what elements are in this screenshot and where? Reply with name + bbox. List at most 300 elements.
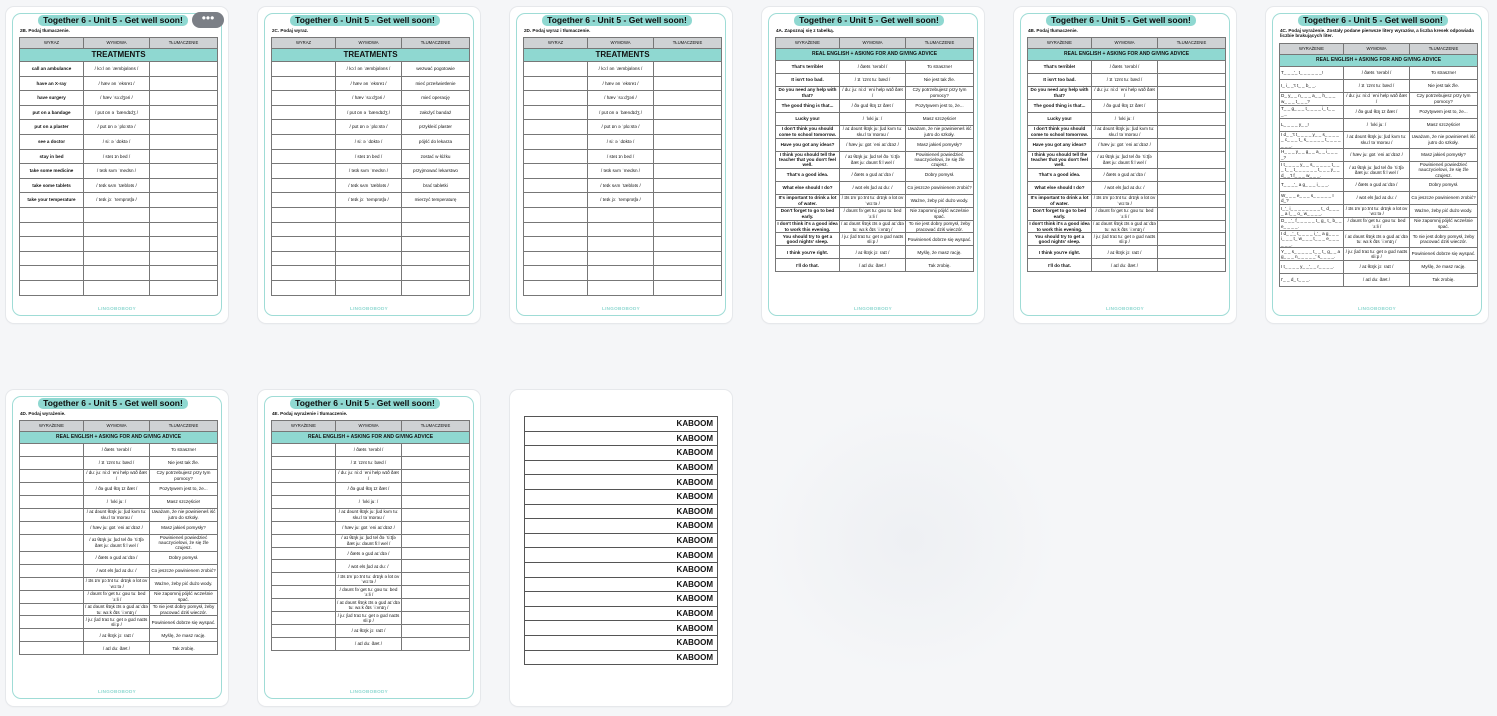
pronunciation-cell: / steɪ ɪn bed /	[84, 149, 150, 164]
section-title: TREATMENTS	[272, 49, 470, 62]
blank-answer-cell[interactable]	[272, 266, 336, 281]
table-row	[1028, 207, 1226, 220]
blank-answer-cell[interactable]	[336, 237, 402, 252]
blank-answer-cell[interactable]	[402, 560, 470, 573]
term-cell: That's terrible!	[1028, 61, 1092, 74]
pronunciation-cell: / teɪk jɔː ˈtemprətʃə /	[84, 193, 150, 208]
blank-answer-cell[interactable]	[150, 134, 218, 149]
blank-answer-cell[interactable]	[524, 178, 588, 193]
blank-answer-cell[interactable]	[1158, 73, 1226, 86]
table-row	[776, 207, 974, 220]
column-header: WYMOWA	[84, 421, 150, 432]
blank-answer-cell[interactable]	[524, 237, 588, 252]
blank-answer-cell[interactable]	[1158, 259, 1226, 272]
blank-answer-cell[interactable]	[402, 495, 470, 508]
term-cell: I don't think you should come to school tomorrow.	[1028, 125, 1092, 138]
term-cell: W_ _ _ e_ _ _ s_ _ _ _ _ I d_?	[1280, 192, 1344, 205]
table-row	[272, 521, 470, 534]
blank-answer-cell[interactable]	[1158, 86, 1226, 99]
blank-answer-cell[interactable]	[20, 280, 84, 295]
blank-answer-cell[interactable]	[20, 590, 84, 603]
table-row	[776, 125, 974, 138]
blank-answer-cell[interactable]	[402, 237, 470, 252]
blank-answer-cell[interactable]	[272, 456, 336, 469]
blank-answer-cell[interactable]	[1158, 61, 1226, 74]
blank-answer-cell[interactable]	[524, 76, 588, 91]
column-header: WYMOWA	[336, 421, 402, 432]
translation-cell: Dobry pomysł.	[1410, 179, 1478, 192]
table-row	[272, 586, 470, 599]
translation-cell: Co jeszcze powinienem zrobić?	[906, 181, 974, 194]
blank-answer-cell[interactable]	[272, 534, 336, 547]
blank-answer-cell[interactable]	[654, 178, 722, 193]
brand-footer: LINGOBOBODY	[349, 306, 388, 311]
blank-answer-cell[interactable]	[272, 599, 336, 612]
blank-answer-cell[interactable]	[524, 222, 588, 237]
blank-answer-cell[interactable]	[150, 280, 218, 295]
translation-cell: Masz szczęście!	[906, 112, 974, 125]
blank-answer-cell[interactable]	[272, 237, 336, 252]
table-row	[524, 164, 722, 179]
blank-answer-cell[interactable]	[336, 222, 402, 237]
kaboom-row	[525, 606, 718, 621]
column-header: TŁUMACZENIE	[402, 421, 470, 432]
worksheet-page	[12, 13, 222, 316]
blank-answer-cell[interactable]	[402, 508, 470, 521]
worksheet-card[interactable]	[762, 7, 984, 323]
pronunciation-cell: / aɪ dəʊnt θɪŋk juː ʃʊd kʌm tuː skuːl təˈmɒrəʊ /	[1092, 125, 1158, 138]
blank-answer-cell[interactable]	[272, 193, 336, 208]
blank-answer-cell[interactable]	[150, 91, 218, 106]
translation-cell: Myślę, że masz rację.	[150, 629, 218, 642]
blank-answer-cell[interactable]	[20, 482, 84, 495]
blank-answer-cell[interactable]	[20, 521, 84, 534]
worksheet-page	[12, 396, 222, 699]
translation-cell: To nie jest dobry pomysł, żeby pracować dziś wieczór.	[1410, 230, 1478, 247]
table-row	[20, 178, 218, 193]
blank-answer-cell[interactable]	[272, 444, 336, 457]
blank-answer-cell[interactable]	[654, 280, 722, 295]
blank-answer-cell[interactable]	[20, 564, 84, 577]
section-header	[1280, 55, 1478, 67]
pronunciation-cell: / juː ʃʊd traɪ tuː get ə gʊd naɪts sliːp /	[84, 616, 150, 629]
translation-cell: zostać w łóżku	[402, 149, 470, 164]
table-row	[272, 91, 470, 106]
kaboom-row	[525, 504, 718, 519]
vocab-table	[19, 37, 218, 296]
term-cell: Do you need any help with that?	[1028, 86, 1092, 99]
blank-answer-cell[interactable]	[1158, 168, 1226, 181]
pronunciation-cell: / duː juː niːd ˈeni help wɪð ðæt /	[336, 469, 402, 482]
kaboom-row	[525, 548, 718, 563]
blank-answer-cell[interactable]	[654, 62, 722, 77]
term-cell: D_ y_ _ n_ _ _ a_ _ h_ _ _ w_ _ _ t_ _ _?	[1280, 92, 1344, 105]
vocab-table	[1027, 37, 1226, 272]
more-options-button[interactable]: •••	[192, 12, 224, 28]
pronunciation-cell: / wɒt els ʃʊd aɪ duː /	[840, 181, 906, 194]
blank-answer-cell[interactable]	[524, 251, 588, 266]
blank-answer-cell[interactable]	[402, 573, 470, 586]
table-row	[776, 138, 974, 151]
blank-answer-cell[interactable]	[524, 62, 588, 77]
blank-answer-cell[interactable]	[84, 207, 150, 222]
blank-answer-cell[interactable]	[1158, 138, 1226, 151]
kaboom-row	[525, 577, 718, 592]
blank-answer-cell[interactable]	[272, 164, 336, 179]
translation-cell: Masz jakieś pomysły?	[906, 138, 974, 151]
blank-answer-cell[interactable]	[402, 482, 470, 495]
worksheet-card[interactable]	[6, 390, 228, 706]
blank-answer-cell[interactable]	[20, 444, 84, 457]
blank-answer-cell[interactable]	[336, 266, 402, 281]
blank-answer-cell[interactable]	[524, 280, 588, 295]
table-row	[20, 564, 218, 577]
blank-answer-cell[interactable]	[272, 469, 336, 482]
translation-cell: Nie jest tak źle.	[150, 456, 218, 469]
term-cell: That's terrible!	[776, 61, 840, 74]
term-cell: I d_ _'t t_ _ _ _ y_ _ s_ _ _ _ _ c_ _ _ t_ s_ _ _ _ _ t_ _ _ _ _ _ _.	[1280, 131, 1344, 148]
table-row	[1280, 248, 1478, 261]
blank-answer-cell[interactable]	[84, 222, 150, 237]
blank-answer-cell[interactable]	[402, 456, 470, 469]
blank-answer-cell[interactable]	[654, 193, 722, 208]
blank-answer-cell[interactable]	[654, 76, 722, 91]
table-row	[20, 482, 218, 495]
term-cell: Lucky you!	[1028, 112, 1092, 125]
table-row	[20, 207, 218, 222]
translation-cell: Dobry pomysł.	[150, 551, 218, 564]
pronunciation-cell: / siː ə ˈdɒktə /	[84, 134, 150, 149]
table-row	[272, 495, 470, 508]
blank-answer-cell[interactable]	[150, 76, 218, 91]
blank-answer-cell[interactable]	[20, 603, 84, 616]
table-row	[272, 547, 470, 560]
term-cell: T_ _ g_ _ _ t_ _ _ _ i_ t_ _ _...	[1280, 105, 1344, 118]
blank-answer-cell[interactable]	[20, 642, 84, 655]
blank-answer-cell[interactable]	[272, 560, 336, 573]
blank-answer-cell[interactable]	[150, 266, 218, 281]
table-row	[524, 251, 722, 266]
term-cell: I don't think it's a good idea to work this evening.	[777, 221, 838, 232]
pronunciation-cell: / aɪ dəʊnt θɪŋk ɪts ə gʊd aɪˈdɪə tuː wɜːk ðɪs ˈiːvnɪŋ /	[85, 604, 148, 615]
blank-answer-cell[interactable]	[20, 222, 84, 237]
blank-answer-cell[interactable]	[654, 149, 722, 164]
blank-answer-cell[interactable]	[524, 207, 588, 222]
blank-answer-cell[interactable]	[20, 266, 84, 281]
blank-answer-cell[interactable]	[588, 251, 654, 266]
pronunciation-cell: / ðə gʊd θɪŋ ɪz ðæt /	[84, 482, 150, 495]
blank-answer-cell[interactable]	[272, 105, 336, 120]
blank-answer-cell[interactable]	[150, 237, 218, 252]
blank-answer-cell[interactable]	[150, 251, 218, 266]
blank-answer-cell[interactable]	[654, 164, 722, 179]
blank-answer-cell[interactable]	[272, 207, 336, 222]
blank-answer-cell[interactable]	[20, 456, 84, 469]
blank-answer-cell[interactable]	[20, 577, 84, 590]
blank-answer-cell[interactable]	[524, 105, 588, 120]
blank-answer-cell[interactable]	[588, 266, 654, 281]
blank-answer-cell[interactable]	[402, 599, 470, 612]
table-row	[1280, 217, 1478, 230]
term-cell: take some tablets	[20, 178, 84, 193]
table-row	[776, 61, 974, 74]
table-row	[20, 237, 218, 252]
term-cell: see a doctor	[20, 134, 84, 149]
term-cell: Don't forget to go to bed early.	[1028, 207, 1092, 220]
blank-answer-cell[interactable]	[654, 251, 722, 266]
kaboom-cell: KABOOM	[525, 504, 718, 519]
blank-answer-cell[interactable]	[1158, 220, 1226, 233]
blank-answer-cell[interactable]	[272, 178, 336, 193]
blank-answer-cell[interactable]	[654, 207, 722, 222]
blank-answer-cell[interactable]	[402, 638, 470, 651]
blank-answer-cell[interactable]	[84, 251, 150, 266]
pronunciation-cell: / aɪ dəʊnt θɪŋk juː ʃʊd kʌm tuː skuːl təˈmɒrəʊ /	[336, 508, 402, 521]
blank-answer-cell[interactable]	[272, 586, 336, 599]
pronunciation-cell: / ɪt ˈɪznt tuː bæd /	[336, 456, 402, 469]
blank-answer-cell[interactable]	[402, 469, 470, 482]
blank-answer-cell[interactable]	[150, 178, 218, 193]
table-row	[20, 456, 218, 469]
blank-answer-cell[interactable]	[150, 105, 218, 120]
blank-answer-cell[interactable]	[272, 76, 336, 91]
worksheet-card[interactable]	[6, 7, 228, 323]
instruction: 4A. Zapoznaj się z tabelką.	[776, 28, 834, 33]
blank-answer-cell[interactable]	[654, 120, 722, 135]
kaboom-card[interactable]	[510, 390, 732, 706]
blank-answer-cell[interactable]	[272, 134, 336, 149]
blank-answer-cell[interactable]	[402, 586, 470, 599]
blank-answer-cell[interactable]	[1158, 181, 1226, 194]
blank-answer-cell[interactable]	[272, 612, 336, 625]
blank-answer-cell[interactable]	[272, 222, 336, 237]
pronunciation-cell: / aɪl duː ðæt /	[336, 638, 402, 651]
blank-answer-cell[interactable]	[402, 251, 470, 266]
worksheet-card[interactable]	[1266, 7, 1488, 323]
translation-cell: Nie jest tak źle.	[906, 73, 974, 86]
pronunciation-cell: / juː ʃʊd traɪ tuː get ə gʊd naɪts sliːp /	[336, 612, 402, 625]
blank-answer-cell[interactable]	[524, 266, 588, 281]
blank-answer-cell[interactable]	[272, 251, 336, 266]
blank-answer-cell[interactable]	[272, 508, 336, 521]
table-row	[776, 246, 974, 259]
translation-cell: Masz szczęście!	[1410, 118, 1478, 131]
blank-answer-cell[interactable]	[1158, 112, 1226, 125]
blank-answer-cell[interactable]	[1158, 207, 1226, 220]
blank-answer-cell[interactable]	[654, 222, 722, 237]
blank-answer-cell[interactable]	[20, 469, 84, 482]
pronunciation-cell: / teɪk sʌm ˈtæbləts /	[588, 178, 654, 193]
table-row	[20, 105, 218, 120]
worksheet-card[interactable]	[510, 7, 732, 323]
blank-answer-cell[interactable]	[150, 207, 218, 222]
section-title: REAL ENGLISH + ASKING FOR AND GIVING ADVICE	[272, 432, 470, 444]
blank-answer-cell[interactable]	[588, 207, 654, 222]
kaboom-cell: KABOOM	[525, 606, 718, 621]
blank-answer-cell[interactable]	[1158, 233, 1226, 246]
term-cell: T_ _ _'_ a g_ _ _ i_ _ _.	[1280, 179, 1344, 192]
blank-answer-cell[interactable]	[402, 444, 470, 457]
term-cell: I t_ _ _ _ y_ _'_ _ r_ _ _ _.	[1280, 260, 1344, 273]
blank-answer-cell[interactable]	[150, 120, 218, 135]
term-cell: take your temperature	[20, 193, 84, 208]
pronunciation-cell: / aɪ dəʊnt θɪŋk juː ʃʊd kʌm tuː skuːl təˈmɒrəʊ /	[1344, 131, 1410, 148]
blank-answer-cell[interactable]	[402, 280, 470, 295]
blank-answer-cell[interactable]	[402, 521, 470, 534]
blank-answer-cell[interactable]	[588, 237, 654, 252]
blank-answer-cell[interactable]	[84, 266, 150, 281]
blank-answer-cell[interactable]	[336, 251, 402, 266]
table-row	[20, 642, 218, 655]
blank-answer-cell[interactable]	[402, 207, 470, 222]
pronunciation-cell: / kɔːl ən ˈæmbjələns /	[588, 62, 654, 77]
blank-answer-cell[interactable]	[272, 280, 336, 295]
pronunciation-cell: / hæv ˈsɜːdʒəri /	[336, 91, 402, 106]
table-row	[1280, 204, 1478, 217]
blank-answer-cell[interactable]	[524, 134, 588, 149]
translation-cell: Nie zapomnij pójść wcześnie spać.	[150, 590, 218, 603]
table-row	[272, 62, 470, 77]
table-header-row	[272, 421, 470, 432]
worksheet-card[interactable]	[1014, 7, 1236, 323]
table-row	[1028, 220, 1226, 233]
pronunciation-cell: / pʊt ɒn ə ˈplɑːstə /	[588, 120, 654, 135]
table-row	[272, 469, 470, 482]
blank-answer-cell[interactable]	[524, 193, 588, 208]
brand-footer: LINGOBOBODY	[1357, 306, 1396, 311]
blank-answer-cell[interactable]	[272, 638, 336, 651]
term-cell: You should try to get a good nights' sleep.	[776, 233, 840, 246]
blank-answer-cell[interactable]	[272, 482, 336, 495]
blank-answer-cell[interactable]	[20, 508, 84, 521]
blank-answer-cell[interactable]	[150, 62, 218, 77]
blank-answer-cell[interactable]	[272, 573, 336, 586]
worksheet-card[interactable]	[258, 7, 480, 323]
section-title: TREATMENTS	[20, 49, 218, 62]
blank-answer-cell[interactable]	[20, 616, 84, 629]
pronunciation-cell: / ðæts ə gʊd aɪˈdɪə /	[1344, 179, 1410, 192]
blank-answer-cell[interactable]	[20, 207, 84, 222]
table-row	[20, 222, 218, 237]
pronunciation-cell: / aɪ θɪŋk juː ʃʊd tel ðə ˈtiːtʃə ðæt juː dəʊnt fiːl wel /	[1092, 151, 1158, 168]
blank-answer-cell[interactable]	[402, 222, 470, 237]
pronunciation-cell: / ɪts ɪmˈpɔːtnt tuː drɪŋk ə lɒt ɒv ˈwɔːtə /	[840, 194, 906, 207]
blank-answer-cell[interactable]	[150, 222, 218, 237]
pronunciation-cell: / kɔːl ən ˈæmbjələns /	[84, 62, 150, 77]
worksheet-card[interactable]	[258, 390, 480, 706]
blank-answer-cell[interactable]	[336, 280, 402, 295]
blank-answer-cell[interactable]	[272, 547, 336, 560]
blank-answer-cell[interactable]	[272, 120, 336, 135]
table-row	[776, 112, 974, 125]
table-row	[20, 444, 218, 457]
table-row	[1280, 260, 1478, 273]
blank-answer-cell[interactable]	[524, 149, 588, 164]
translation-cell: Powinieneś powiedzieć nauczycielowi, że się źle czujesz.	[150, 534, 218, 551]
blank-answer-cell[interactable]	[1158, 246, 1226, 259]
worksheet-title: Together 6 - Unit 5 - Get well soon!	[1046, 15, 1196, 26]
blank-answer-cell[interactable]	[588, 222, 654, 237]
blank-answer-cell[interactable]	[272, 62, 336, 77]
pronunciation-cell: / ðæts ə gʊd aɪˈdɪə /	[84, 551, 150, 564]
blank-answer-cell[interactable]	[402, 534, 470, 547]
column-header: WYMOWA	[336, 38, 402, 49]
table-row	[20, 251, 218, 266]
blank-answer-cell[interactable]	[272, 149, 336, 164]
table-row	[776, 99, 974, 112]
blank-answer-cell[interactable]	[524, 91, 588, 106]
blank-answer-cell[interactable]	[402, 547, 470, 560]
blank-answer-cell[interactable]	[272, 91, 336, 106]
term-cell: I don't think you should come to school tomorrow.	[776, 125, 840, 138]
translation-cell: Tak zrobię.	[906, 259, 974, 272]
blank-answer-cell[interactable]	[20, 551, 84, 564]
table-row	[272, 612, 470, 625]
table-row	[776, 233, 974, 246]
pronunciation-cell: / aɪl duː ðæt /	[1344, 273, 1410, 286]
term-cell: D_ _'_ f_ _ _ _ _ t_ g_ t_ b_ _ e_ _ _ _.	[1280, 217, 1344, 230]
kaboom-cell: KABOOM	[525, 431, 718, 446]
blank-answer-cell[interactable]	[402, 266, 470, 281]
pronunciation-cell: / duː juː niːd ˈeni help wɪð ðæt /	[84, 469, 150, 482]
blank-answer-cell[interactable]	[84, 280, 150, 295]
blank-answer-cell[interactable]	[20, 534, 84, 551]
blank-answer-cell[interactable]	[20, 251, 84, 266]
pronunciation-cell: / juː ʃʊd traɪ tuː get ə gʊd naɪts sliːp /	[1092, 233, 1158, 246]
blank-answer-cell[interactable]	[272, 521, 336, 534]
pronunciation-cell: / ɪt ˈɪznt tuː bæd /	[84, 456, 150, 469]
blank-answer-cell[interactable]	[1158, 194, 1226, 207]
section-header	[20, 49, 218, 62]
blank-answer-cell[interactable]	[150, 164, 218, 179]
blank-answer-cell[interactable]	[654, 134, 722, 149]
brand-footer: LINGOBOBODY	[97, 306, 136, 311]
pronunciation-cell: / wɒt els ʃʊd aɪ duː /	[336, 560, 402, 573]
blank-answer-cell[interactable]	[150, 149, 218, 164]
table-row	[20, 616, 218, 629]
blank-answer-cell[interactable]	[588, 280, 654, 295]
blank-answer-cell[interactable]	[654, 237, 722, 252]
blank-answer-cell[interactable]	[524, 120, 588, 135]
blank-answer-cell[interactable]	[1158, 151, 1226, 168]
term-cell: I d_ _'_ t_ _ _ _ i_'_ a g_ _ _ i_ _ _ t_ w_ _ _ t_ _ _ e_ _ _ _ _ _.	[1280, 230, 1344, 247]
term-cell: It's important to drink a lot of water.	[1028, 194, 1092, 207]
blank-answer-cell[interactable]	[84, 237, 150, 252]
table-row	[272, 237, 470, 252]
pronunciation-cell: / aɪl duː ðæt /	[840, 259, 906, 272]
blank-answer-cell[interactable]	[20, 629, 84, 642]
blank-answer-cell[interactable]	[336, 207, 402, 222]
blank-answer-cell[interactable]	[654, 105, 722, 120]
table-row	[20, 134, 218, 149]
pronunciation-cell: / ðæts ə gʊd aɪˈdɪə /	[336, 547, 402, 560]
blank-answer-cell[interactable]	[272, 495, 336, 508]
blank-answer-cell[interactable]	[1158, 125, 1226, 138]
blank-answer-cell[interactable]	[654, 266, 722, 281]
pronunciation-cell: / wɒt els ʃʊd aɪ duː /	[84, 564, 150, 577]
blank-answer-cell[interactable]	[272, 625, 336, 638]
blank-answer-cell[interactable]	[524, 164, 588, 179]
blank-answer-cell[interactable]	[402, 625, 470, 638]
blank-answer-cell[interactable]	[402, 612, 470, 625]
blank-answer-cell[interactable]	[1158, 99, 1226, 112]
blank-answer-cell[interactable]	[654, 91, 722, 106]
pronunciation-cell: / hæv juː gɒt ˈeni aɪˈdɪəz /	[840, 138, 906, 151]
translation-cell: Tak zrobię.	[150, 642, 218, 655]
blank-answer-cell[interactable]	[20, 495, 84, 508]
blank-answer-cell[interactable]	[20, 237, 84, 252]
blank-answer-cell[interactable]	[150, 193, 218, 208]
